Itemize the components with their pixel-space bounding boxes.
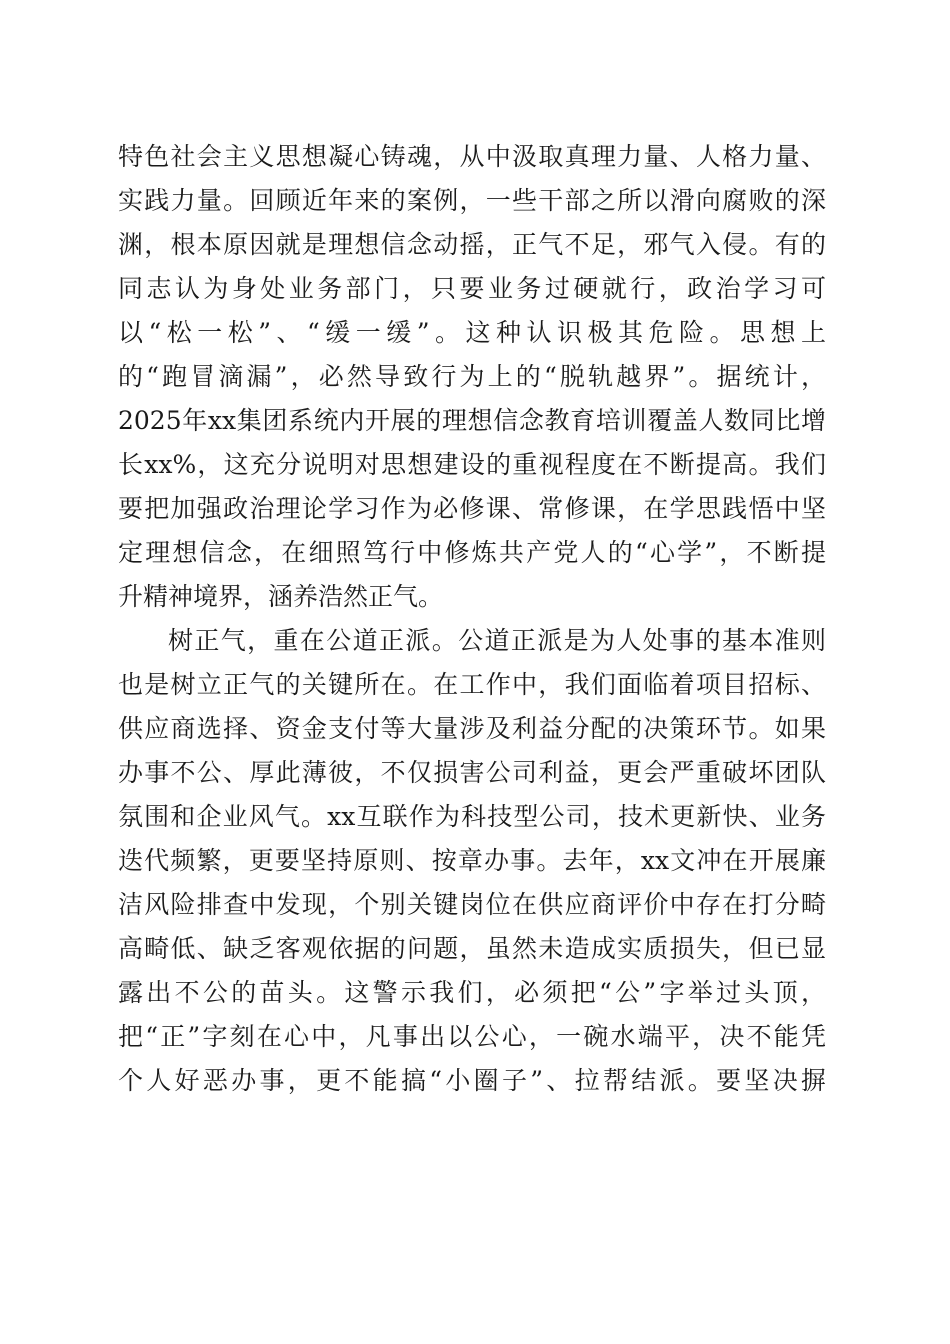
paragraph-line: 的“跑冒滴漏”，必然导致行为上的“脱轨越界”。据统计，: [118, 362, 826, 391]
paragraph-line: 高畸低、缺乏客观依据的问题，虽然未造成实质损失，但已显: [118, 934, 826, 963]
paragraph-line: 把“正”字刻在心中，凡事出以公心，一碗水端平，决不能凭: [118, 1022, 826, 1051]
paragraph-line: 办事不公、厚此薄彼，不仅损害公司利益，更会严重破坏团队: [118, 758, 826, 787]
paragraph-line: 升精神境界，涵养浩然正气。: [118, 582, 444, 611]
paragraph-line: 特色社会主义思想凝心铸魂，从中汲取真理力量、人格力量、: [118, 142, 826, 171]
paragraph-line: 供应商选择、资金支付等大量涉及利益分配的决策环节。如果: [118, 714, 826, 743]
paragraph-line: 同志认为身处业务部门，只要业务过硬就行，政治学习可: [118, 274, 826, 303]
paragraph-line: 也是树立正气的关键所在。在工作中，我们面临着项目招标、: [118, 670, 826, 699]
paragraph-line: 迭代频繁，更要坚持原则、按章办事。去年，xx文冲在开展廉: [118, 846, 826, 875]
paragraph-line: 露出不公的苗头。这警示我们，必须把“公”字举过头顶，: [118, 978, 826, 1007]
paragraph-first-line: 树正气，重在公道正派。公道正派是为人处事的基本准则: [168, 626, 826, 655]
paragraph-line: 渊，根本原因就是理想信念动摇，正气不足，邪气入侵。有的: [118, 230, 826, 259]
paragraph-line: 洁风险排查中发现，个别关键岗位在供应商评价中存在打分畸: [118, 890, 826, 919]
paragraph-line: 个人好恶办事，更不能搞“小圈子”、拉帮结派。要坚决摒: [118, 1066, 826, 1095]
paragraph-line: 长xx%，这充分说明对思想建设的重视程度在不断提高。我们: [118, 450, 826, 479]
paragraph-line: 定理想信念，在细照笃行中修炼共产党人的“心学”，不断提: [118, 538, 826, 567]
paragraph-line: 实践力量。回顾近年来的案例，一些干部之所以滑向腐败的深: [118, 186, 826, 215]
paragraph-line: 要把加强政治理论学习作为必修课、常修课，在学思践悟中坚: [118, 494, 826, 523]
paragraph-line: 以“松一松”、“缓一缓”。这种认识极其危险。思想上: [118, 318, 826, 347]
paragraph-line: 2025年xx集团系统内开展的理想信念教育培训覆盖人数同比增: [118, 406, 826, 435]
paragraph-line: 氛围和企业风气。xx互联作为科技型公司，技术更新快、业务: [118, 802, 826, 831]
